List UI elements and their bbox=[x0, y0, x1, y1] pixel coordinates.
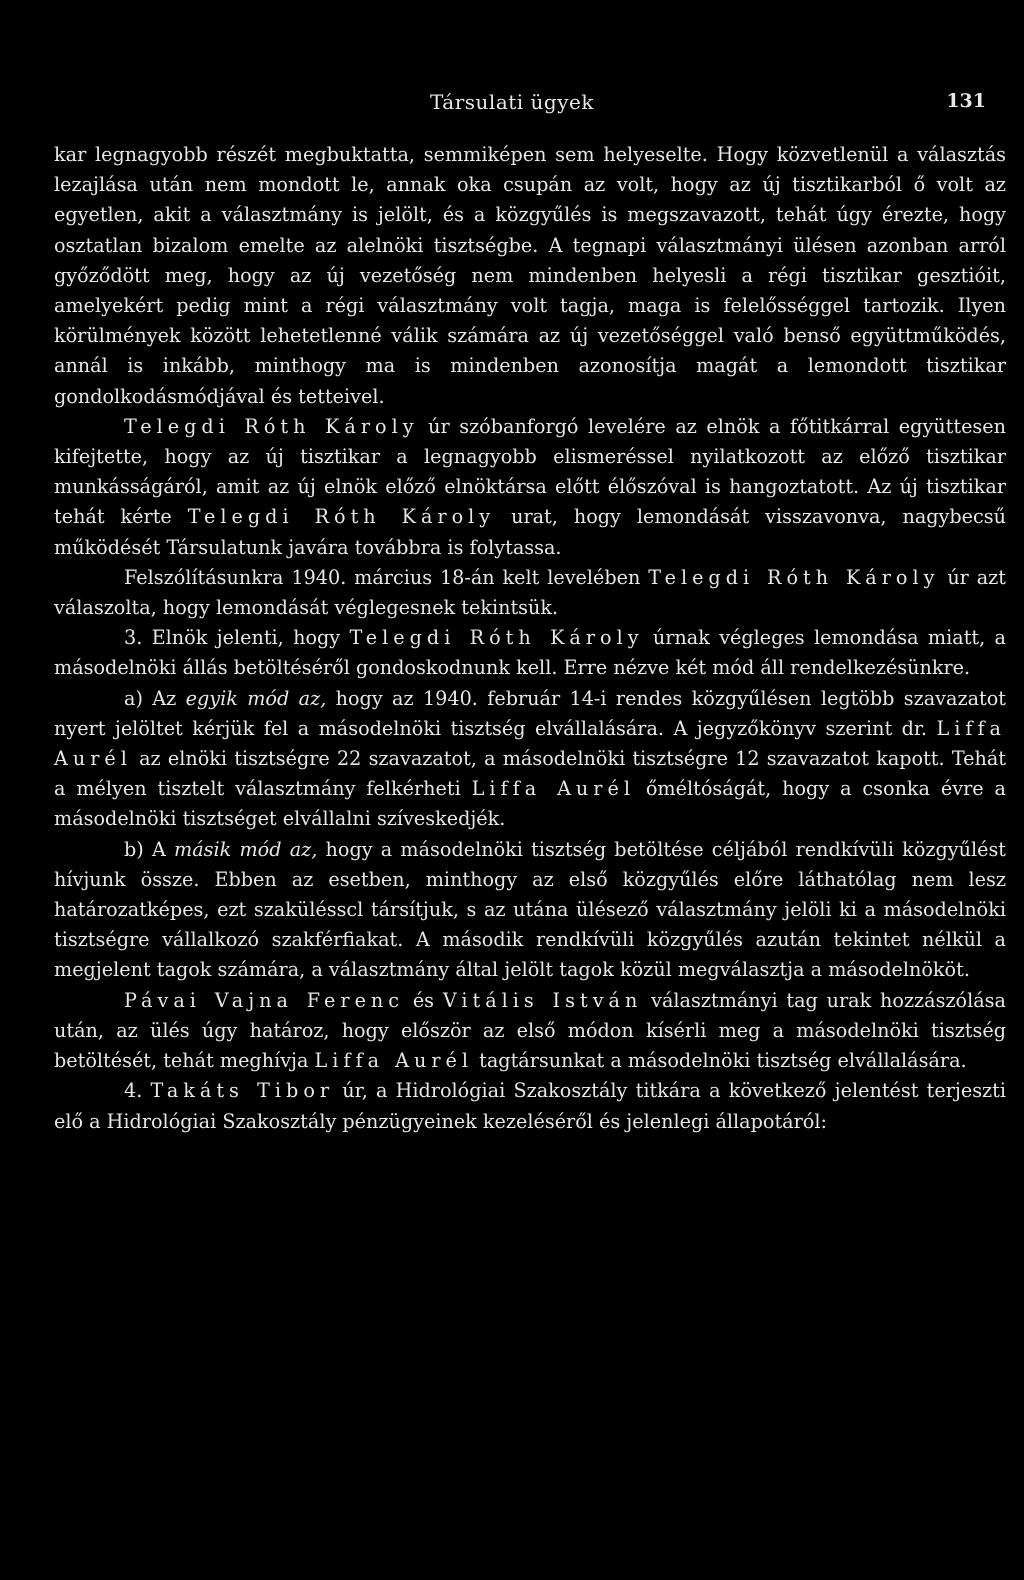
paragraph bbox=[54, 412, 1006, 563]
text-run: tagtársunkat a másodelnöki tisztség elvállalására. bbox=[473, 1049, 967, 1073]
page-number: 131 bbox=[946, 90, 986, 112]
text-run: Felszólításunkra 1940. március 18-án kelt levelében bbox=[124, 565, 649, 589]
spaced-name: Liffa Aurél bbox=[471, 777, 635, 801]
paragraph bbox=[54, 684, 1006, 835]
italic-text: másik mód az, bbox=[174, 837, 318, 861]
spaced-name: Telegdi Róth Károly bbox=[124, 414, 419, 438]
paragraph bbox=[54, 986, 1006, 1077]
spaced-name: Telegdi Róth Károly bbox=[349, 626, 644, 650]
text-run: és bbox=[404, 988, 443, 1012]
text-run: őméltóságát, hogy a csonka évre a másodelnöki tisztséget elvállalni szíveskedjék. bbox=[54, 777, 1006, 831]
spaced-name: Vitális István bbox=[442, 988, 643, 1012]
text-run: úr szóbanforgó levelére az elnök a főtitkárral együttesen kifejtette, hogy az új tisztikar a legnagyobb elismeréssel nyilatkozott az előző tisztikar munkásságáról, amit az új elnök előző elnöktársa előtt élőszóval is hangoztatott. Az új tisztikar tehát kérte bbox=[54, 414, 1006, 529]
text-run: 4. bbox=[124, 1079, 151, 1103]
italic-text: egyik mód az, bbox=[185, 686, 327, 710]
text-run: választmányi tag urak hozzászólása után, az ülés úgy határoz, hogy először az első módon kísérli meg a másodelnöki tisztség betöltését, tehát meghívja bbox=[54, 988, 1006, 1073]
paragraph bbox=[54, 1076, 1006, 1136]
text-run: úrnak végleges lemondása miatt, a másodelnöki állás betöltéséről gondoskodnunk kell. Erre nézve két mód áll rendelkezésünkre. bbox=[54, 626, 1006, 680]
text-run: az elnöki tisztségre 22 szavazatot, a másodelnöki tisztségre 12 szavazatot kapott. Tehát a mélyen tisztelt választmány felkérheti bbox=[54, 747, 1006, 801]
spaced-name: Liffa Aurél bbox=[54, 716, 1006, 771]
spaced-name: Telegdi Róth Károly bbox=[187, 505, 496, 529]
paragraph bbox=[54, 835, 1006, 986]
paragraph bbox=[54, 563, 1006, 623]
spaced-name: Pávai Vajna Ferenc bbox=[124, 988, 405, 1012]
paragraph bbox=[54, 140, 1006, 412]
text-run: a) Az bbox=[124, 686, 186, 710]
body-text bbox=[54, 140, 1006, 1137]
spaced-name: Telegdi Róth Károly bbox=[648, 565, 940, 589]
spaced-name: Takáts Tibor bbox=[150, 1079, 335, 1103]
text-run: urat, hogy lemondását visszavonva, nagybecsű működését Társulatunk javára továbbra is folytassa. bbox=[54, 505, 1006, 559]
text-run: 3. Elnök jelenti, hogy bbox=[124, 626, 350, 650]
text-run: úr azt válaszolta, hogy lemondását véglegesnek tekintsük. bbox=[54, 565, 1006, 620]
running-title: Társulati ügyek bbox=[430, 90, 594, 114]
text-run: úr, a Hidrológiai Szakosztály titkára a következő jelentést terjeszti elő a Hidrológiai Szakosztály pénzügyeinek kezeléséről és jelenlegi állapotáról: bbox=[54, 1079, 1006, 1133]
spaced-name: Liffa Aurél bbox=[314, 1049, 474, 1073]
text-run: hogy a másodelnöki tisztség betöltése céljából rendkívüli közgyűlést hívjunk össze. Ebben az esetben, minthogy az első közgyűlés előre láthatólag nem lesz határozatképes, ezt szakülésscl társítjuk, s az utána ülésező választmány jelöli ki a másodelnöki tisztségre vállalkozó szakférfiakat. A második rendkívüli közgyűlés azután tekintet nélkül a megjelent tagok számára, a választmány által jelölt tagok közül megválasztja a másodelnököt. bbox=[54, 837, 1007, 982]
text-run: b) A bbox=[124, 837, 175, 861]
text-run: kar legnagyobb részét megbuktatta, semmiképen sem helyeselte. Hogy közvetlenül a választás lezajlása után nem mondott le, annak oka csupán az volt, hogy az új tisztikarból ő volt az egyetlen, akit a választmány is jelölt, és a közgyűlés is megszavazott, tehát úgy érezte, hogy osztatlan bizalom emelte az alelnöki tisztségbe. A tegnapi választmányi ülésen azonban arról győződött meg, hogy az új vezetőség nem mindenben helyesli a régi tisztikar gesztióit, amelyekért pedig mint a régi választmány volt tagja, maga is felelősséggel tartozik. Ilyen körülmények között lehetetlenné válik számára az új vezetőséggel való benső együttműködés, annál is inkább, minthogy ma is mindenben azonosítja magát a lemondott tisztikar gondolkodásmódjával és tetteivel. bbox=[54, 143, 1006, 408]
text-run: hogy az 1940. február 14-i rendes közgyűlésen legtöbb szavazatot nyert jelöltet kérjük fel a másodelnöki tisztség elvállalására. A jegyzőkönyv szerint dr. bbox=[54, 686, 1006, 740]
paragraph bbox=[54, 623, 1006, 683]
